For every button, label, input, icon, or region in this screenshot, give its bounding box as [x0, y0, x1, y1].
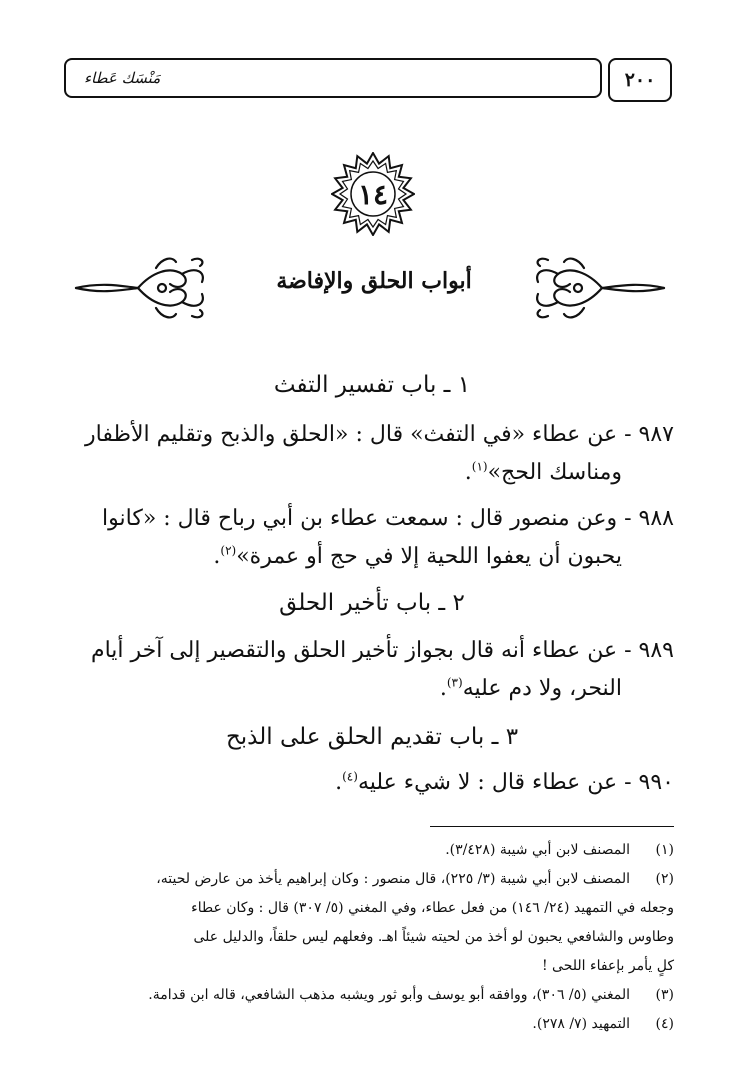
footnote-divider	[430, 826, 674, 827]
footnote-2-line-3: وطاوس والشافعي يحبون لو أخذ من لحيته شيئاً اهـ. وفعلهم ليس حلقاً، والدليل على	[193, 929, 674, 945]
section-heading-2: ٢ ـ باب تأخير الحلق	[279, 590, 465, 616]
entry-990-line-1-text: ٩٩٠ - عن عطاء قال : لا شيء عليه	[357, 770, 674, 795]
entry-989	[72, 632, 674, 708]
entry-988-line-1: ٩٨٨ - وعن منصور قال : سمعت عطاء بن أبي رباح قال : «كانوا	[102, 506, 674, 531]
footnote-ref-1[interactable]: (١)	[471, 459, 488, 474]
footnote-1	[70, 836, 674, 865]
chapter-badge	[331, 152, 415, 236]
entry-988	[72, 500, 674, 576]
footnote-2	[70, 865, 674, 894]
footnote-ref-2[interactable]: (٢)	[220, 543, 237, 558]
footnote-2-mark: (٢)	[655, 871, 674, 887]
entry-989-line-1: ٩٨٩ - عن عطاء أنه قال بجواز تأخير الحلق والتقصير إلى آخر أيام	[90, 638, 674, 663]
entry-987-line-2-text: ومناسك الحج»	[487, 460, 622, 485]
footnote-1-mark: (١)	[655, 842, 674, 858]
footnote-4	[70, 1010, 674, 1039]
entry-990-line-1: ٩٩٠ - عن عطاء قال : لا شيء عليه$^{(٤)}$.	[335, 769, 674, 795]
entry-987-line-2: ومناسك الحج»$^{(١)}$.	[464, 459, 622, 485]
entry-988-line-2-text: يحبون أن يعفوا اللحية إلا في حج أو عمرة»	[236, 544, 622, 569]
entry-988-line-2: يحبون أن يعفوا اللحية إلا في حج أو عمرة»$^{(٢)}$.	[213, 543, 622, 569]
chapter-number: ١٤	[357, 177, 389, 211]
entry-987	[72, 416, 674, 492]
section-heading-1: ١ ـ باب تفسير التفث	[273, 372, 471, 398]
entry-987-line-1: ٩٨٧ - عن عطاء «في التفث» قال : «الحلق والذبح وتقليم الأظفار	[85, 422, 674, 447]
footnote-3-mark: (٣)	[655, 987, 674, 1003]
footnote-ref-4[interactable]: (٤)	[342, 769, 358, 784]
section-heading-3: ٣ ـ باب تقديم الحلق على الذبح	[225, 724, 519, 750]
footnote-4-mark: (٤)	[655, 1016, 674, 1032]
footnote-2-line-1: المصنف لابن أبي شيبة (٣/ ٢٢٥)، قال منصور : وكان إبراهيم يأخذ من عارض لحيته،	[156, 871, 630, 887]
footnote-ref-3[interactable]: (٣)	[446, 675, 463, 690]
footnote-3	[70, 981, 674, 1010]
chapter-title: أبواب الحلق والإفاضة	[276, 268, 472, 294]
footnote-2-line-4: كلٍ يأمر بإعفاء اللحى !	[541, 958, 674, 974]
right-ornament-icon	[528, 252, 668, 324]
entry-989-line-2-text: النحر، ولا دم عليه	[462, 676, 622, 701]
footnotes	[70, 836, 674, 1039]
footnote-1-text: المصنف لابن أبي شيبة (٣/٤٢٨).	[445, 842, 630, 858]
footnote-2-line-2: وجعله في التمهيد (٢٤/ ١٤٦) من فعل عطاء، وفي المغني (٥/ ٣٠٧) قال : وكان عطاء	[191, 900, 674, 916]
entry-989-line-2: النحر، ولا دم عليه$^{(٣)}$.	[439, 675, 622, 701]
left-ornament-icon	[72, 252, 212, 324]
page-header	[64, 58, 672, 100]
running-title: مَنْسَك عَطاء	[64, 58, 602, 98]
entry-990	[72, 764, 674, 802]
footnote-3-text: المغني (٥/ ٣٠٦)، ووافقه أبو يوسف وأبو ثور ويشبه مذهب الشافعي، قاله ابن قدامة.	[148, 987, 630, 1003]
footnote-4-text: التمهيد (٧/ ٢٧٨).	[532, 1016, 630, 1032]
page-number: ٢٠٠	[608, 58, 672, 102]
